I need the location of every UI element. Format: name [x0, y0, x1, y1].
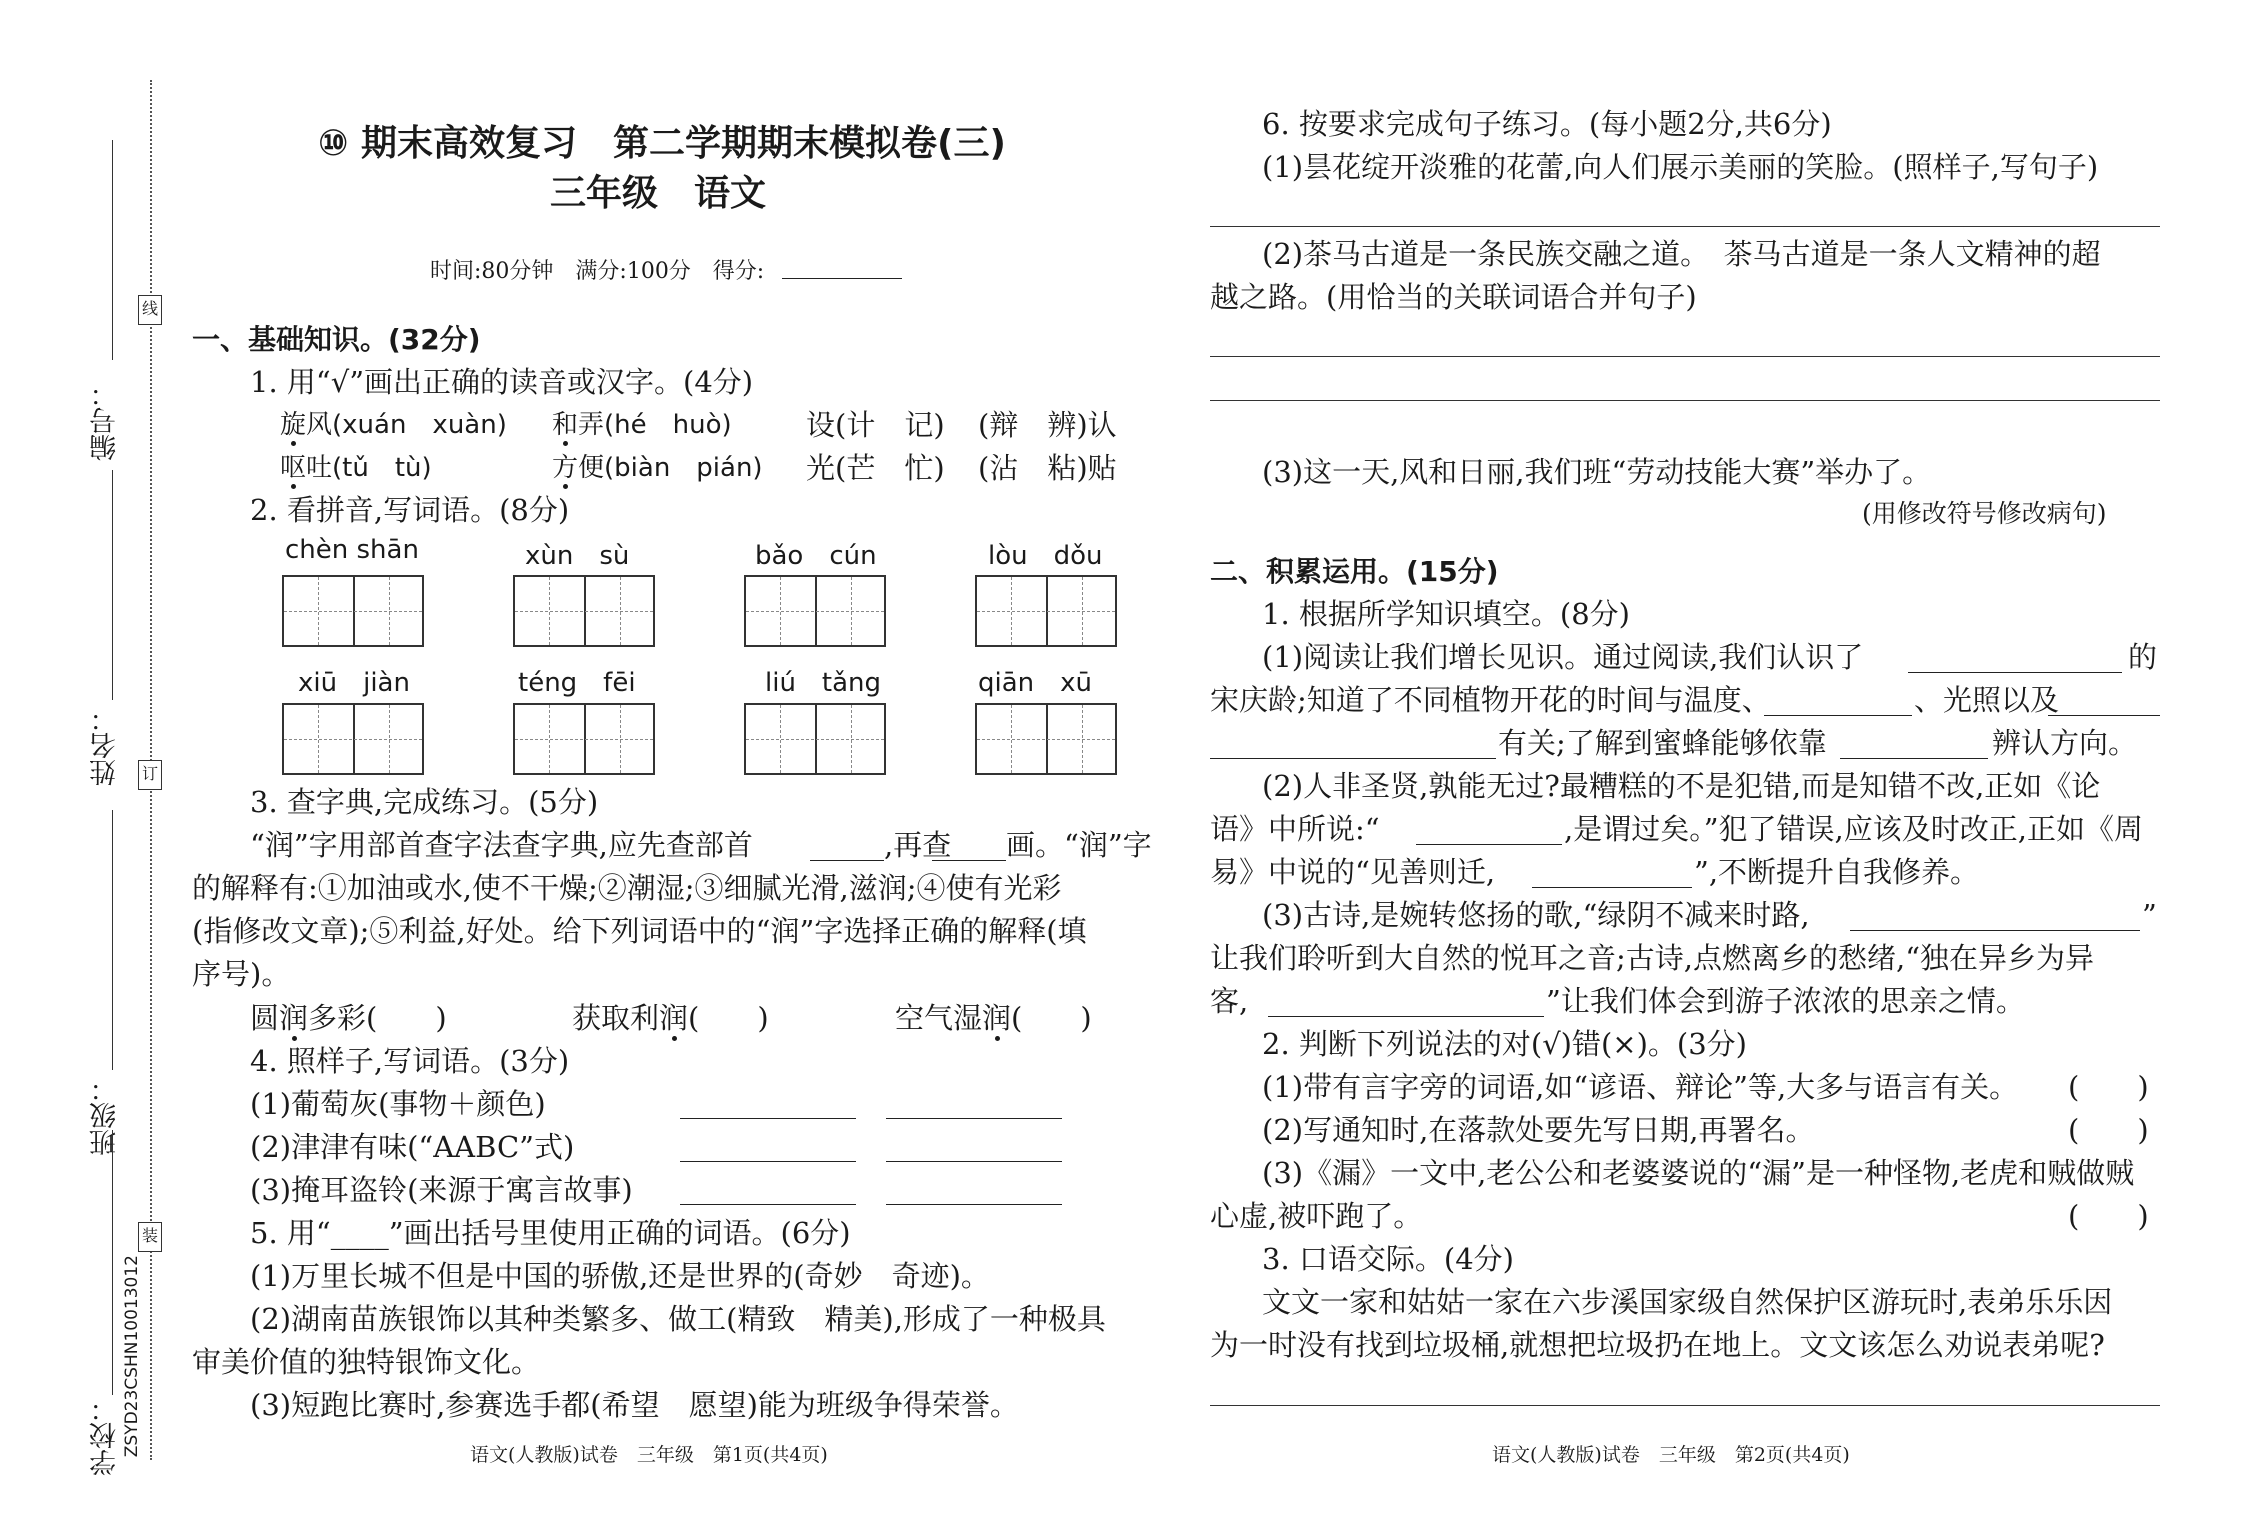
q5-item-3[interactable]: (3)短跑比赛时,参赛选手都(希望 愿望)能为班级争得荣誉。 — [250, 1388, 1019, 1422]
oral-line-1: 文文一家和姑姑一家在六步溪国家级自然保护区游玩时,表弟乐乐因 — [1262, 1285, 2113, 1319]
exam-code: ZSYD23CSHN10013012 — [122, 1255, 142, 1458]
field-xuexiao-line[interactable] — [112, 1130, 113, 1395]
label-xuexiao: 学校： — [90, 1395, 121, 1476]
s2-p1b: 的 — [2128, 640, 2158, 674]
s2-p1a: (1)阅读让我们增长见识。通过阅读,我们认识了 — [1262, 640, 1864, 674]
q1-stem: 1. 用“√”画出正确的读音或汉字。(4分) — [250, 365, 754, 399]
writing-grid[interactable] — [975, 575, 1117, 647]
s2-p1d: 、光照以及 — [1914, 683, 2060, 717]
fill-blank[interactable] — [1210, 758, 1496, 759]
pinyin-label: liú tǎng — [765, 668, 882, 698]
pinyin-label: lòu dǒu — [988, 541, 1103, 571]
s2-p3b: ” — [2142, 898, 2157, 932]
writing-grid[interactable] — [975, 703, 1117, 775]
pinyin-label: bǎo cún — [755, 541, 877, 571]
pinyin-label: xùn sù — [525, 541, 630, 571]
q3-line1b: ,再查 — [884, 828, 952, 862]
writing-grid[interactable] — [513, 575, 655, 647]
q1-item: (沾 粘)贴 — [978, 451, 1117, 485]
q1-item: 光(芒 忙) — [806, 451, 945, 485]
s2-p1c: 宋庆龄;知道了不同植物开花的时间与温度、 — [1210, 683, 1771, 717]
s2-q2-stem: 2. 判断下列说法的对(√)错(×)。(3分) — [1262, 1027, 1748, 1061]
q4-blank[interactable] — [886, 1118, 1062, 1119]
judge-answer[interactable]: ( ) — [2068, 1113, 2149, 1147]
pinyin-label: qiān xū — [978, 668, 1093, 698]
answer-line[interactable] — [1210, 1405, 2160, 1406]
judge-3: (3)《漏》一文中,老公公和老婆婆说的“漏”是一种怪物,老虎和贼做贼 — [1262, 1156, 2135, 1190]
section-2-heading: 二、积累运用。(15分) — [1210, 555, 1499, 588]
q4-stem: 4. 照样子,写词语。(3分) — [250, 1044, 570, 1078]
s2-p2e: ”,不断提升自我修养。 — [1694, 855, 1980, 889]
q4-item-2: (2)津津有味(“AABC”式) — [250, 1130, 575, 1164]
q1-item: 呕吐(tǔ tù) — [280, 453, 432, 483]
judge-answer[interactable]: ( ) — [2068, 1199, 2149, 1233]
judge-2: (2)写通知时,在落款处要先写日期,再署名。 — [1262, 1113, 1815, 1147]
q1-item: 旋风(xuán xuàn) — [280, 410, 507, 440]
fill-blank[interactable] — [1840, 758, 1988, 759]
q6-stem: 6. 按要求完成句子练习。(每小题2分,共6分) — [1262, 107, 1832, 141]
s2-p3e: ”让我们体会到游子浓浓的思亲之情。 — [1546, 984, 2025, 1018]
q3-line2: 的解释有:①加油或水,使不干燥;②潮湿;③细腻光滑,滋润;④使有光彩 — [192, 871, 1062, 905]
q6-item-1: (1)昙花绽开淡雅的花蕾,向人们展示美丽的笑脸。(照样子,写句子) — [1262, 150, 2099, 184]
answer-line[interactable] — [1210, 226, 2160, 227]
fill-blank[interactable] — [1764, 715, 1912, 716]
score-blank[interactable] — [782, 278, 902, 279]
q6-item-3-note: (用修改符号修改病句) — [1862, 499, 2107, 528]
s2-p1e: 有关;了解到蜜蜂能够依靠 — [1498, 726, 1827, 760]
q3-line1c: 画。“润”字 — [1006, 828, 1152, 862]
tag-ding: 订 — [138, 760, 162, 790]
writing-grid[interactable] — [744, 575, 886, 647]
q3-blank-strokes[interactable] — [932, 860, 1006, 861]
q3-line4: 序号)。 — [192, 957, 291, 991]
q4-item-1: (1)葡萄灰(事物＋颜色) — [250, 1087, 546, 1121]
s2-p2d: 易》中说的“见善则迁, — [1210, 855, 1496, 889]
q1-item: (辩 辨)认 — [978, 408, 1117, 442]
q2-stem: 2. 看拼音,写词语。(8分) — [250, 493, 570, 527]
field-banji-line[interactable] — [112, 810, 113, 1070]
s2-p2a: (2)人非圣贤,孰能无过?最糟糕的不是犯错,而是知错不改,正如《论 — [1262, 769, 2101, 803]
s2-p2b: 语》中所说:“ — [1210, 812, 1380, 846]
field-biaohao-line[interactable] — [112, 140, 113, 360]
fill-blank[interactable] — [2048, 715, 2160, 716]
q4-item-3: (3)掩耳盗铃(来源于寓言故事) — [250, 1173, 633, 1207]
writing-grid[interactable] — [744, 703, 886, 775]
answer-line[interactable] — [1210, 400, 2160, 401]
answer-line[interactable] — [1210, 356, 2160, 357]
q1-item: 和弄(hé huò) — [552, 410, 732, 440]
tag-zhuang: 装 — [138, 1222, 162, 1252]
q5-item-2-cont: 审美价值的独特银饰文化。 — [192, 1345, 541, 1379]
oral-line-2: 为一时没有找到垃圾桶,就想把垃圾扔在地上。文文该怎么劝说表弟呢? — [1210, 1328, 2105, 1362]
field-xingming-line[interactable] — [112, 470, 113, 700]
pinyin-label: téng fēi — [518, 668, 636, 698]
q3-stem: 3. 查字典,完成练习。(5分) — [250, 785, 599, 819]
pinyin-label: xiū jiàn — [298, 668, 410, 698]
q4-blank[interactable] — [680, 1118, 856, 1119]
q6-item-2: (2)茶马古道是一条民族交融之道。 茶马古道是一条人文精神的超 — [1262, 237, 2101, 271]
footer-right: 语文(人教版)试卷 三年级 第2页(共4页) — [1492, 1444, 1850, 1466]
tag-xian: 线 — [138, 295, 162, 325]
fill-blank[interactable] — [1268, 1016, 1544, 1017]
q5-item-2[interactable]: (2)湖南苗族银饰以其种类繁多、做工(精致 精美),形成了一种极具 — [250, 1302, 1106, 1336]
q4-blank[interactable] — [886, 1161, 1062, 1162]
s2-q1-stem: 1. 根据所学知识填空。(8分) — [1262, 597, 1630, 631]
footer-left: 语文(人教版)试卷 三年级 第1页(共4页) — [470, 1444, 828, 1466]
writing-grid[interactable] — [282, 703, 424, 775]
writing-grid[interactable] — [282, 575, 424, 647]
q4-blank[interactable] — [680, 1204, 856, 1205]
fill-blank[interactable] — [1416, 844, 1562, 845]
page-subtitle: 三年级 语文 — [550, 173, 767, 214]
q4-blank[interactable] — [680, 1161, 856, 1162]
page-title: ⑩ 期末高效复习 第二学期期末模拟卷(三) — [318, 123, 1006, 164]
label-biaohao: 编号： — [90, 380, 121, 461]
q3-word-3[interactable]: 空气湿润( ) — [895, 1001, 1092, 1035]
pinyin-label: chèn shān — [285, 535, 419, 565]
q4-blank[interactable] — [886, 1204, 1062, 1205]
q1-item: 方便(biàn pián) — [552, 453, 763, 483]
judge-answer[interactable]: ( ) — [2068, 1070, 2149, 1104]
writing-grid[interactable] — [513, 703, 655, 775]
label-xingming: 姓名： — [90, 705, 121, 786]
exam-info: 时间:80分钟 满分:100分 得分: — [430, 259, 765, 284]
judge-3-cont: 心虚,被吓跑了。 — [1210, 1199, 1423, 1233]
fill-blank[interactable] — [1908, 672, 2122, 673]
q1-item: 设(计 记) — [806, 408, 945, 442]
q6-item-2-cont: 越之路。(用恰当的关联词语合并句子) — [1210, 280, 1697, 314]
q3-line3: (指修改文章);⑤利益,好处。给下列词语中的“润”字选择正确的解释(填 — [192, 914, 1087, 948]
q3-word-2[interactable]: 获取利润( ) — [572, 1001, 769, 1035]
q6-item-3[interactable]: (3)这一天,风和日丽,我们班“劳动技能大赛”举办了。 — [1262, 455, 1932, 489]
q3-blank-radical[interactable] — [810, 860, 884, 861]
fill-blank[interactable] — [1850, 930, 2140, 931]
section-1-heading: 一、基础知识。(32分) — [192, 323, 481, 356]
q3-line1a: “润”字用部首查字法查字典,应先查部首 — [250, 828, 753, 862]
q5-item-1[interactable]: (1)万里长城不但是中国的骄傲,还是世界的(奇妙 奇迹)。 — [250, 1259, 990, 1293]
judge-1: (1)带有言字旁的词语,如“谚语、辩论”等,大多与语言有关。 — [1262, 1070, 2019, 1104]
s2-p1f: 辨认方向。 — [1992, 726, 2138, 760]
s2-p3c: 让我们聆听到大自然的悦耳之音;古诗,点燃离乡的愁绪,“独在异乡为异 — [1210, 941, 2095, 975]
s2-p3a: (3)古诗,是婉转悠扬的歌,“绿阴不减来时路, — [1262, 898, 1810, 932]
fill-blank[interactable] — [1532, 887, 1692, 888]
s2-p2c: ,是谓过矣。”犯了错误,应该及时改正,正如《周 — [1564, 812, 2143, 846]
s2-q3-stem: 3. 口语交际。(4分) — [1262, 1242, 1514, 1276]
s2-p3d: 客, — [1210, 984, 1249, 1018]
q3-word-1[interactable]: 圆润多彩( ) — [250, 1001, 447, 1035]
q5-stem: 5. 用“____”画出括号里使用正确的词语。(6分) — [250, 1216, 851, 1250]
label-banji: 班级： — [90, 1075, 121, 1156]
